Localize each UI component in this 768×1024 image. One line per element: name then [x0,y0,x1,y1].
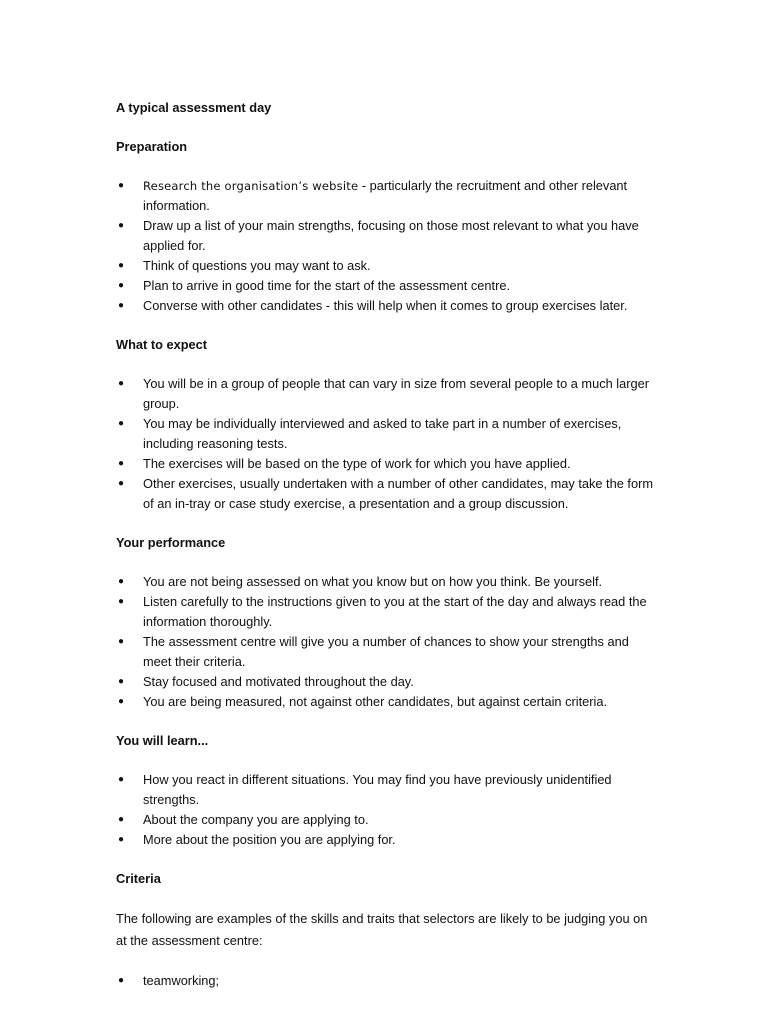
list-item-text: The assessment centre will give you a number of chances to show your strengths and meet their criteria. [143,634,629,669]
list-item [116,296,656,316]
bullet-icon: ● [118,280,125,291]
list-item-text: Other exercises, usually undertaken with a number of other candidates, may take the form of an in-tray or case study exercise, a presentation and a group discussion. [143,476,654,511]
list-item [116,971,656,991]
bullet-icon: ● [118,676,125,687]
list-item [116,276,656,296]
bullet-icon: ● [118,180,125,191]
bullet-icon: ● [118,814,125,825]
section-heading-you-will-learn: You will learn... [116,733,209,748]
bullet-icon: ● [118,478,125,489]
bullet-icon: ● [118,418,125,429]
bullet-icon: ● [118,774,125,785]
bullet-icon: ● [118,975,125,986]
list-item-text: Listen carefully to the instructions given to you at the start of the day and always read the information thoroughly. [143,594,647,629]
research-website-text: Research the organisation’s website [143,179,359,193]
bullet-icon: ● [118,576,125,587]
section-heading-your-performance: Your performance [116,535,226,550]
list-item [116,810,656,830]
list-item [116,770,656,810]
list-item [116,592,656,632]
section-heading-what-to-expect: What to expect [116,337,208,352]
list-item-text: - particularly the recruitment and other relevant information. [143,178,628,213]
list-item-text: teamworking; [143,973,220,988]
list-item [116,830,656,850]
what-to-expect-list [116,374,656,514]
you-will-learn-list [116,770,656,850]
list-item [116,632,656,672]
list-item [116,692,656,712]
bullet-icon: ● [118,260,125,271]
section-heading-preparation: Preparation [116,139,188,154]
bullet-icon: ● [118,458,125,469]
list-item-text: About the company you are applying to. [143,812,369,827]
list-item-text: Plan to arrive in good time for the start of the assessment centre. [143,278,511,293]
bullet-icon: ● [118,378,125,389]
list-item-text: You will be in a group of people that can vary in size from several people to a much larger group. [143,376,650,411]
bullet-icon: ● [118,220,125,231]
bullet-icon: ● [118,696,125,707]
list-item [116,176,656,216]
list-item-text: You may be individually interviewed and asked to take part in a number of exercises, including reasoning tests. [143,416,622,451]
criteria-intro-paragraph: The following are examples of the skills and traits that selectors are likely to be judging you on at the assessment centre: [116,911,648,948]
list-item-text: Think of questions you may want to ask. [143,258,371,273]
list-item-text: More about the position you are applying for. [143,832,396,847]
list-item-text: You are not being assessed on what you know but on how you think. Be yourself. [143,574,603,589]
bullet-icon: ● [118,834,125,845]
your-performance-list [116,572,656,712]
preparation-list [116,176,656,316]
list-item-text: How you react in different situations. You may find you have previously unidentified strengths. [143,772,612,807]
bullet-icon: ● [118,596,125,607]
section-heading-criteria: Criteria [116,871,161,886]
document-body [116,98,656,1010]
list-item-text: Draw up a list of your main strengths, focusing on those most relevant to what you have applied for. [143,218,639,253]
bullet-icon: ● [118,300,125,311]
list-item [116,256,656,276]
criteria-list [116,971,656,991]
list-item [116,572,656,592]
list-item-text: Stay focused and motivated throughout the day. [143,674,414,689]
list-item [116,672,656,692]
bullet-icon: ● [118,636,125,647]
list-item [116,216,656,256]
document-title: A typical assessment day [116,100,272,115]
list-item [116,414,656,454]
list-item [116,454,656,474]
list-item [116,474,656,514]
list-item [116,374,656,414]
list-item-text: The exercises will be based on the type of work for which you have applied. [143,456,571,471]
list-item-text: You are being measured, not against other candidates, but against certain criteria. [143,694,608,709]
list-item-text: Converse with other candidates - this will help when it comes to group exercises later. [143,298,628,313]
